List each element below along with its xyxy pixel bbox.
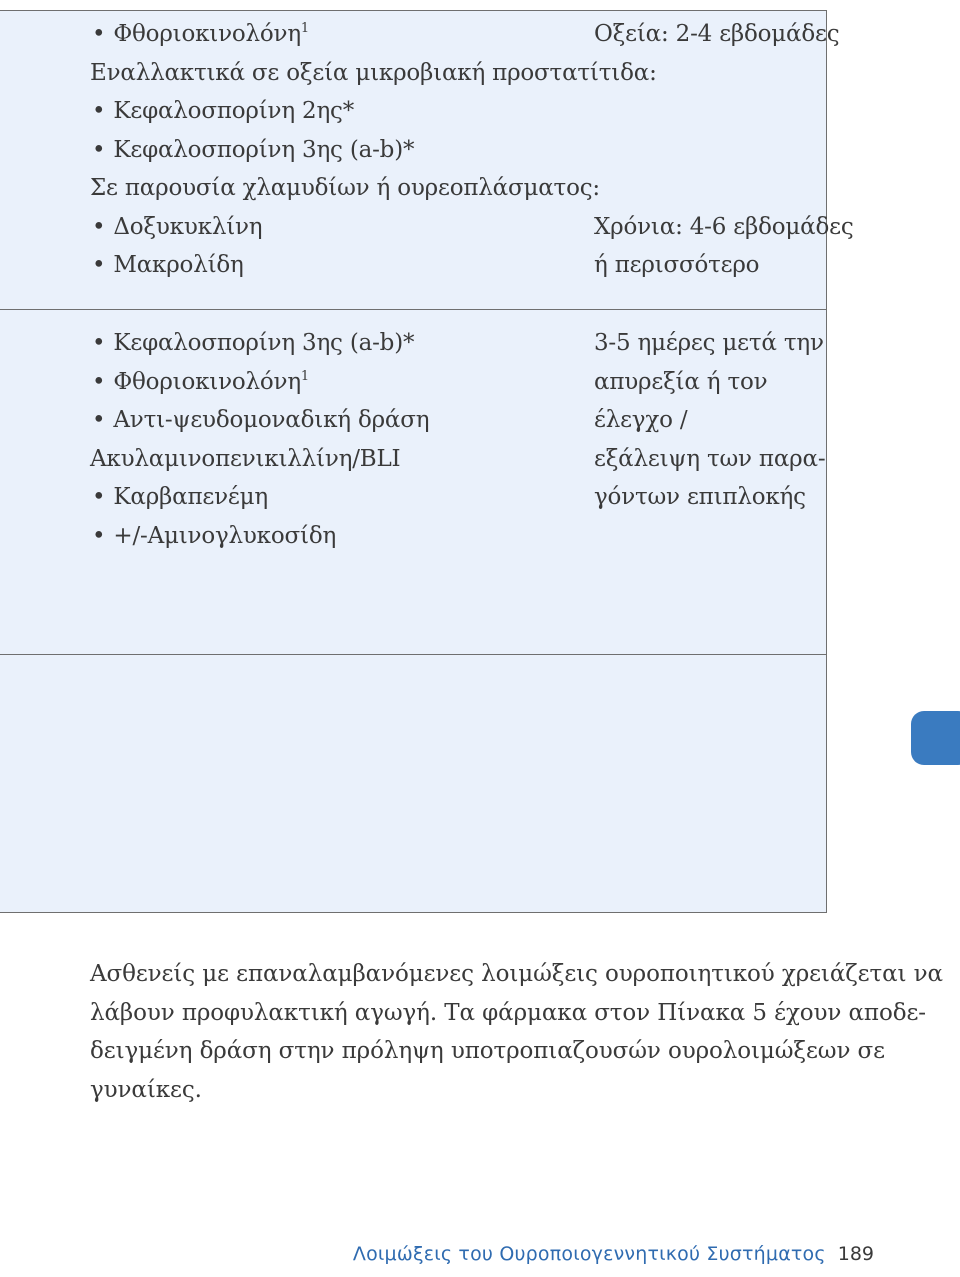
drug-text: Κεφαλοσπορίνη 3ης (a-b)* [113,330,415,356]
drug-line [92,522,336,550]
page-footer [353,1243,874,1265]
drug-line [92,406,429,434]
drug-line [90,445,400,473]
drug-line [92,251,244,279]
drug-line [92,97,354,125]
drug-line [92,136,414,164]
drug-text: Καρβαπενέμη [113,484,268,510]
drug-text: Φθοριοκινολόνη [113,368,301,395]
body-paragraph [90,955,943,1109]
drug-text: Σε παρουσία χλαμυδίων ή ουρεοπλάσματος: [90,175,600,201]
drug-line [92,329,414,357]
drug-line [90,59,657,87]
chapter-tab-marker [911,711,960,765]
duration-line: Οξεία: 2-4 εβδομάδες [594,21,840,47]
paragraph-line: γυναίκες. [90,1076,202,1103]
drug-line [90,174,600,202]
drug-text: Κεφαλοσπορίνη 3ης (a-b)* [113,136,415,163]
table-row-divider [0,654,827,655]
duration-line: Χρόνια: 4-6 εβδομάδες [594,213,854,240]
paragraph-line: δειγμένη δράση στην πρόληψη υποτροπιαζουσών ουρολοιμώξεων σε [90,1038,885,1064]
drug-text: Εναλλακτικά σε οξεία μικροβιακή προστατίτιδα: [90,59,657,86]
footer-title: Λοιμώξεις του Ουροποιογεννητικού Συστήματος [352,1243,826,1265]
drug-line [92,483,268,511]
drug-text: Αντι-ψευδομοναδική δράση [113,407,430,433]
drug-text: Φθοριοκινολόνη [113,21,301,47]
drug-text: Δοξυκυκλίνη [113,213,263,240]
duration-line: εξάλειψη των παρα- [594,445,826,472]
drug-line [92,20,309,48]
drug-line [92,368,309,396]
footnote-marker: 1 [300,368,309,384]
paragraph-line: λάβουν προφυλακτική αγωγή. Τα φάρμακα στον Πίνακα 5 έχουν αποδε- [90,999,926,1026]
drug-text: +/-Αμινογλυκοσίδη [113,522,337,549]
drug-text: Κεφαλοσπορίνη 2ης* [113,98,355,124]
table-row-divider [0,309,827,310]
page-number: 189 [837,1243,874,1265]
footnote-marker: 1 [300,21,309,36]
drug-text: Ακυλαμινοπενικιλλίνη/BLI [90,445,401,472]
duration-line: έλεγχο / [594,407,688,433]
drug-text: Μακρολίδη [113,252,244,278]
duration-line: ή περισσότερο [594,252,760,278]
duration-line: γόντων επιπλοκής [594,484,806,510]
paragraph-line: Ασθενείς με επαναλαμβανόμενες λοιμώξεις ουροποιητικού χρειάζεται να [90,961,943,987]
duration-line: 3-5 ημέρες μετά την [594,330,824,356]
drug-line [92,213,262,241]
duration-line: απυρεξία ή τον [594,368,768,395]
